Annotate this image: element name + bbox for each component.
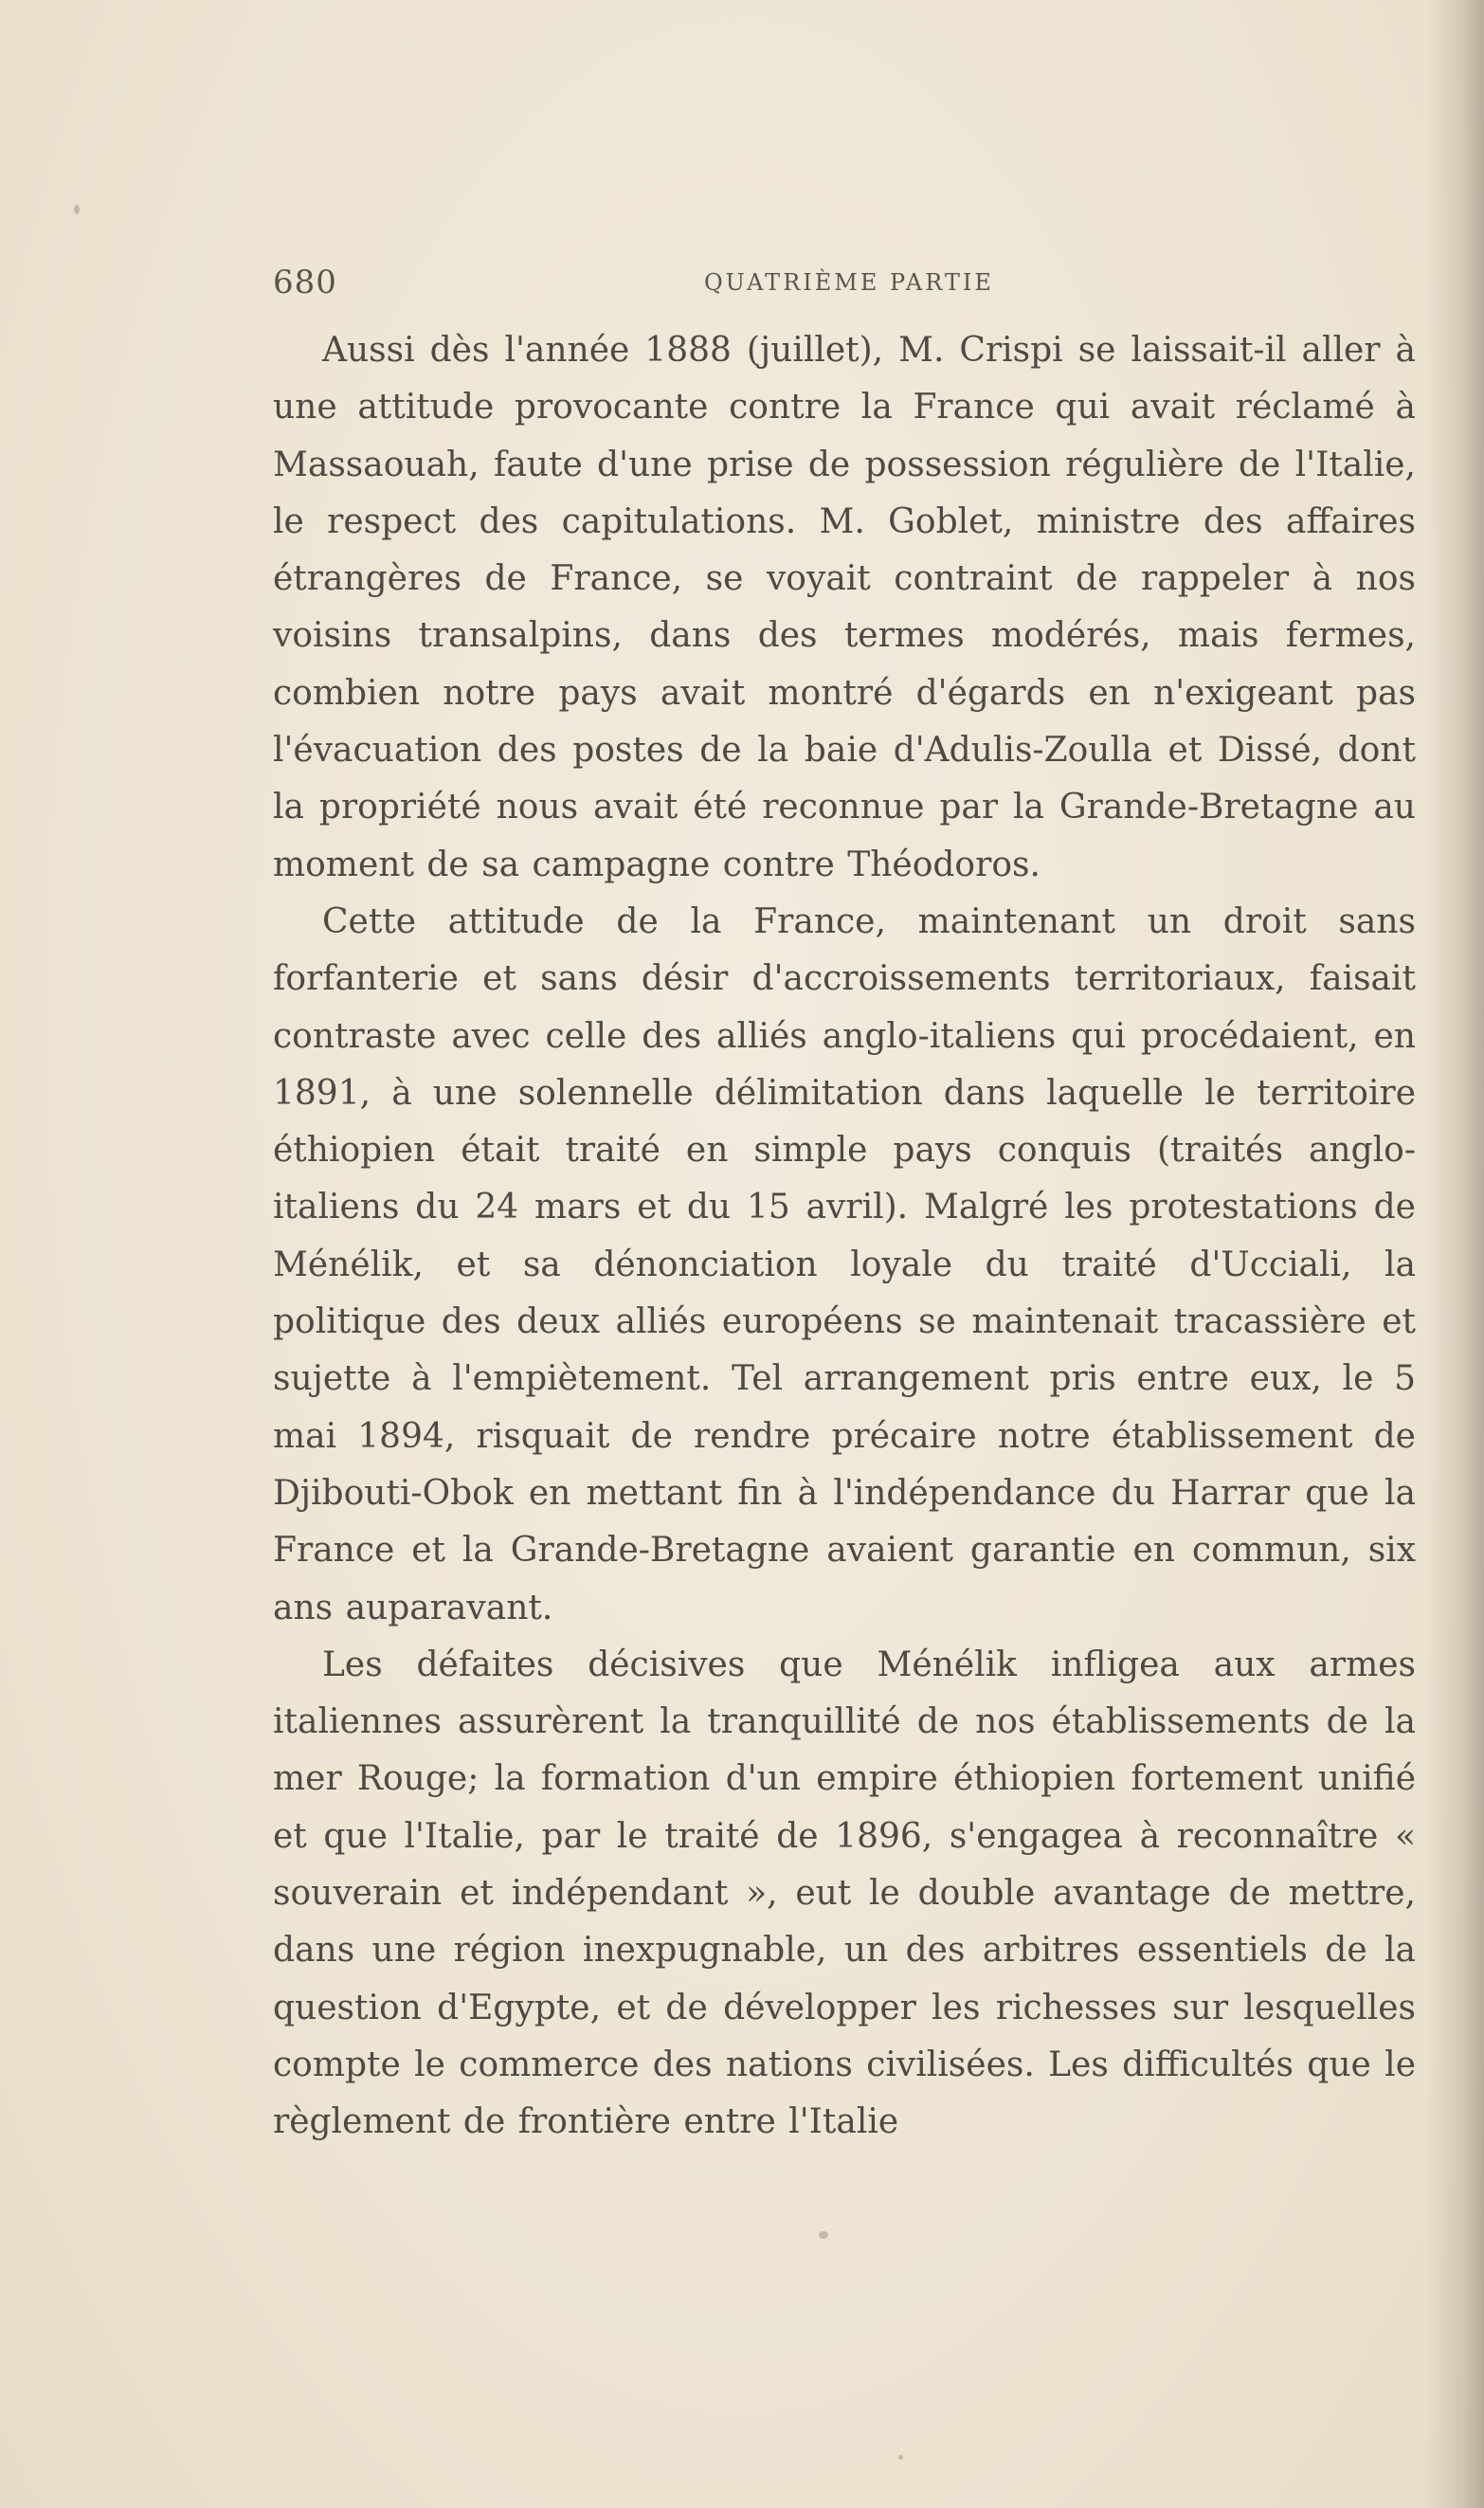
page-header	[273, 264, 1410, 311]
paragraph: Aussi dès l'année 1888 (juillet), M. Crispi se laissait-il aller à une attitude provocante contre la France qui avait réclamé à Massaouah, faute d'une prise de possession régulière de l'Italie, le respect des capitulations. M. Goblet, ministre des affaires étrangères de France, se voyait contraint de rappeler à nos voisins transalpins, dans des termes modérés, mais fermes, combien notre pays avait montré d'égards en n'exigeant pas l'évacuation des postes de la baie d'Adulis-Zoulla et Dissé, dont la propriété nous avait été reconnue par la Grande-Bretagne au moment de sa campagne contre Théodoros.	[273, 331, 1416, 884]
paper-speck	[74, 205, 80, 214]
paragraph: Cette attitude de la France, maintenant un droit sans forfanterie et sans désir d'accroissements territoriaux, faisait contraste avec celle des alliés anglo-italiens qui procédaient, en 1891, à une solennelle délimitation dans laquelle le territoire éthiopien était traité en simple pays conquis (traités anglo-italiens du 24 mars et du 15 avril). Malgré les protestations de Ménélik, et sa dénonciation loyale du traité d'Ucciali, la politique des deux alliés européens se maintenait tracassière et sujette à l'empiètement. Tel arrangement pris entre eux, le 5 mai 1894, risquait de rendre précaire notre établissement de Djibouti-Obok en mettant fin à l'indépendance du Harrar que la France et la Grande-Bretagne avaient garantie en commun, six ans auparavant.	[273, 901, 1416, 1627]
page-number: 680	[273, 264, 337, 301]
paper-speck	[819, 2231, 828, 2239]
paper-speck	[898, 2455, 903, 2460]
running-head: QUATRIÈME PARTIE	[704, 269, 994, 296]
paragraph: Les défaites décisives que Ménélik infligea aux armes italiennes assurèrent la tranquillité de nos établissements de la mer Rouge; la formation d'un empire éthiopien fortement unifié et que l'Italie, par le traité de 1896, s'engagea à reconnaître « souverain et indépendant », eut le double avantage de mettre, dans une région inexpugnable, un des arbitres essentiels de la question d'Egypte, et de développer les richesses sur lesquelles compte le commerce des nations civilisées. Les difficultés que le règlement de frontière entre l'Italie	[273, 1645, 1416, 2142]
page-edge-shadow	[1427, 0, 1484, 2508]
body-text	[273, 322, 1416, 2152]
